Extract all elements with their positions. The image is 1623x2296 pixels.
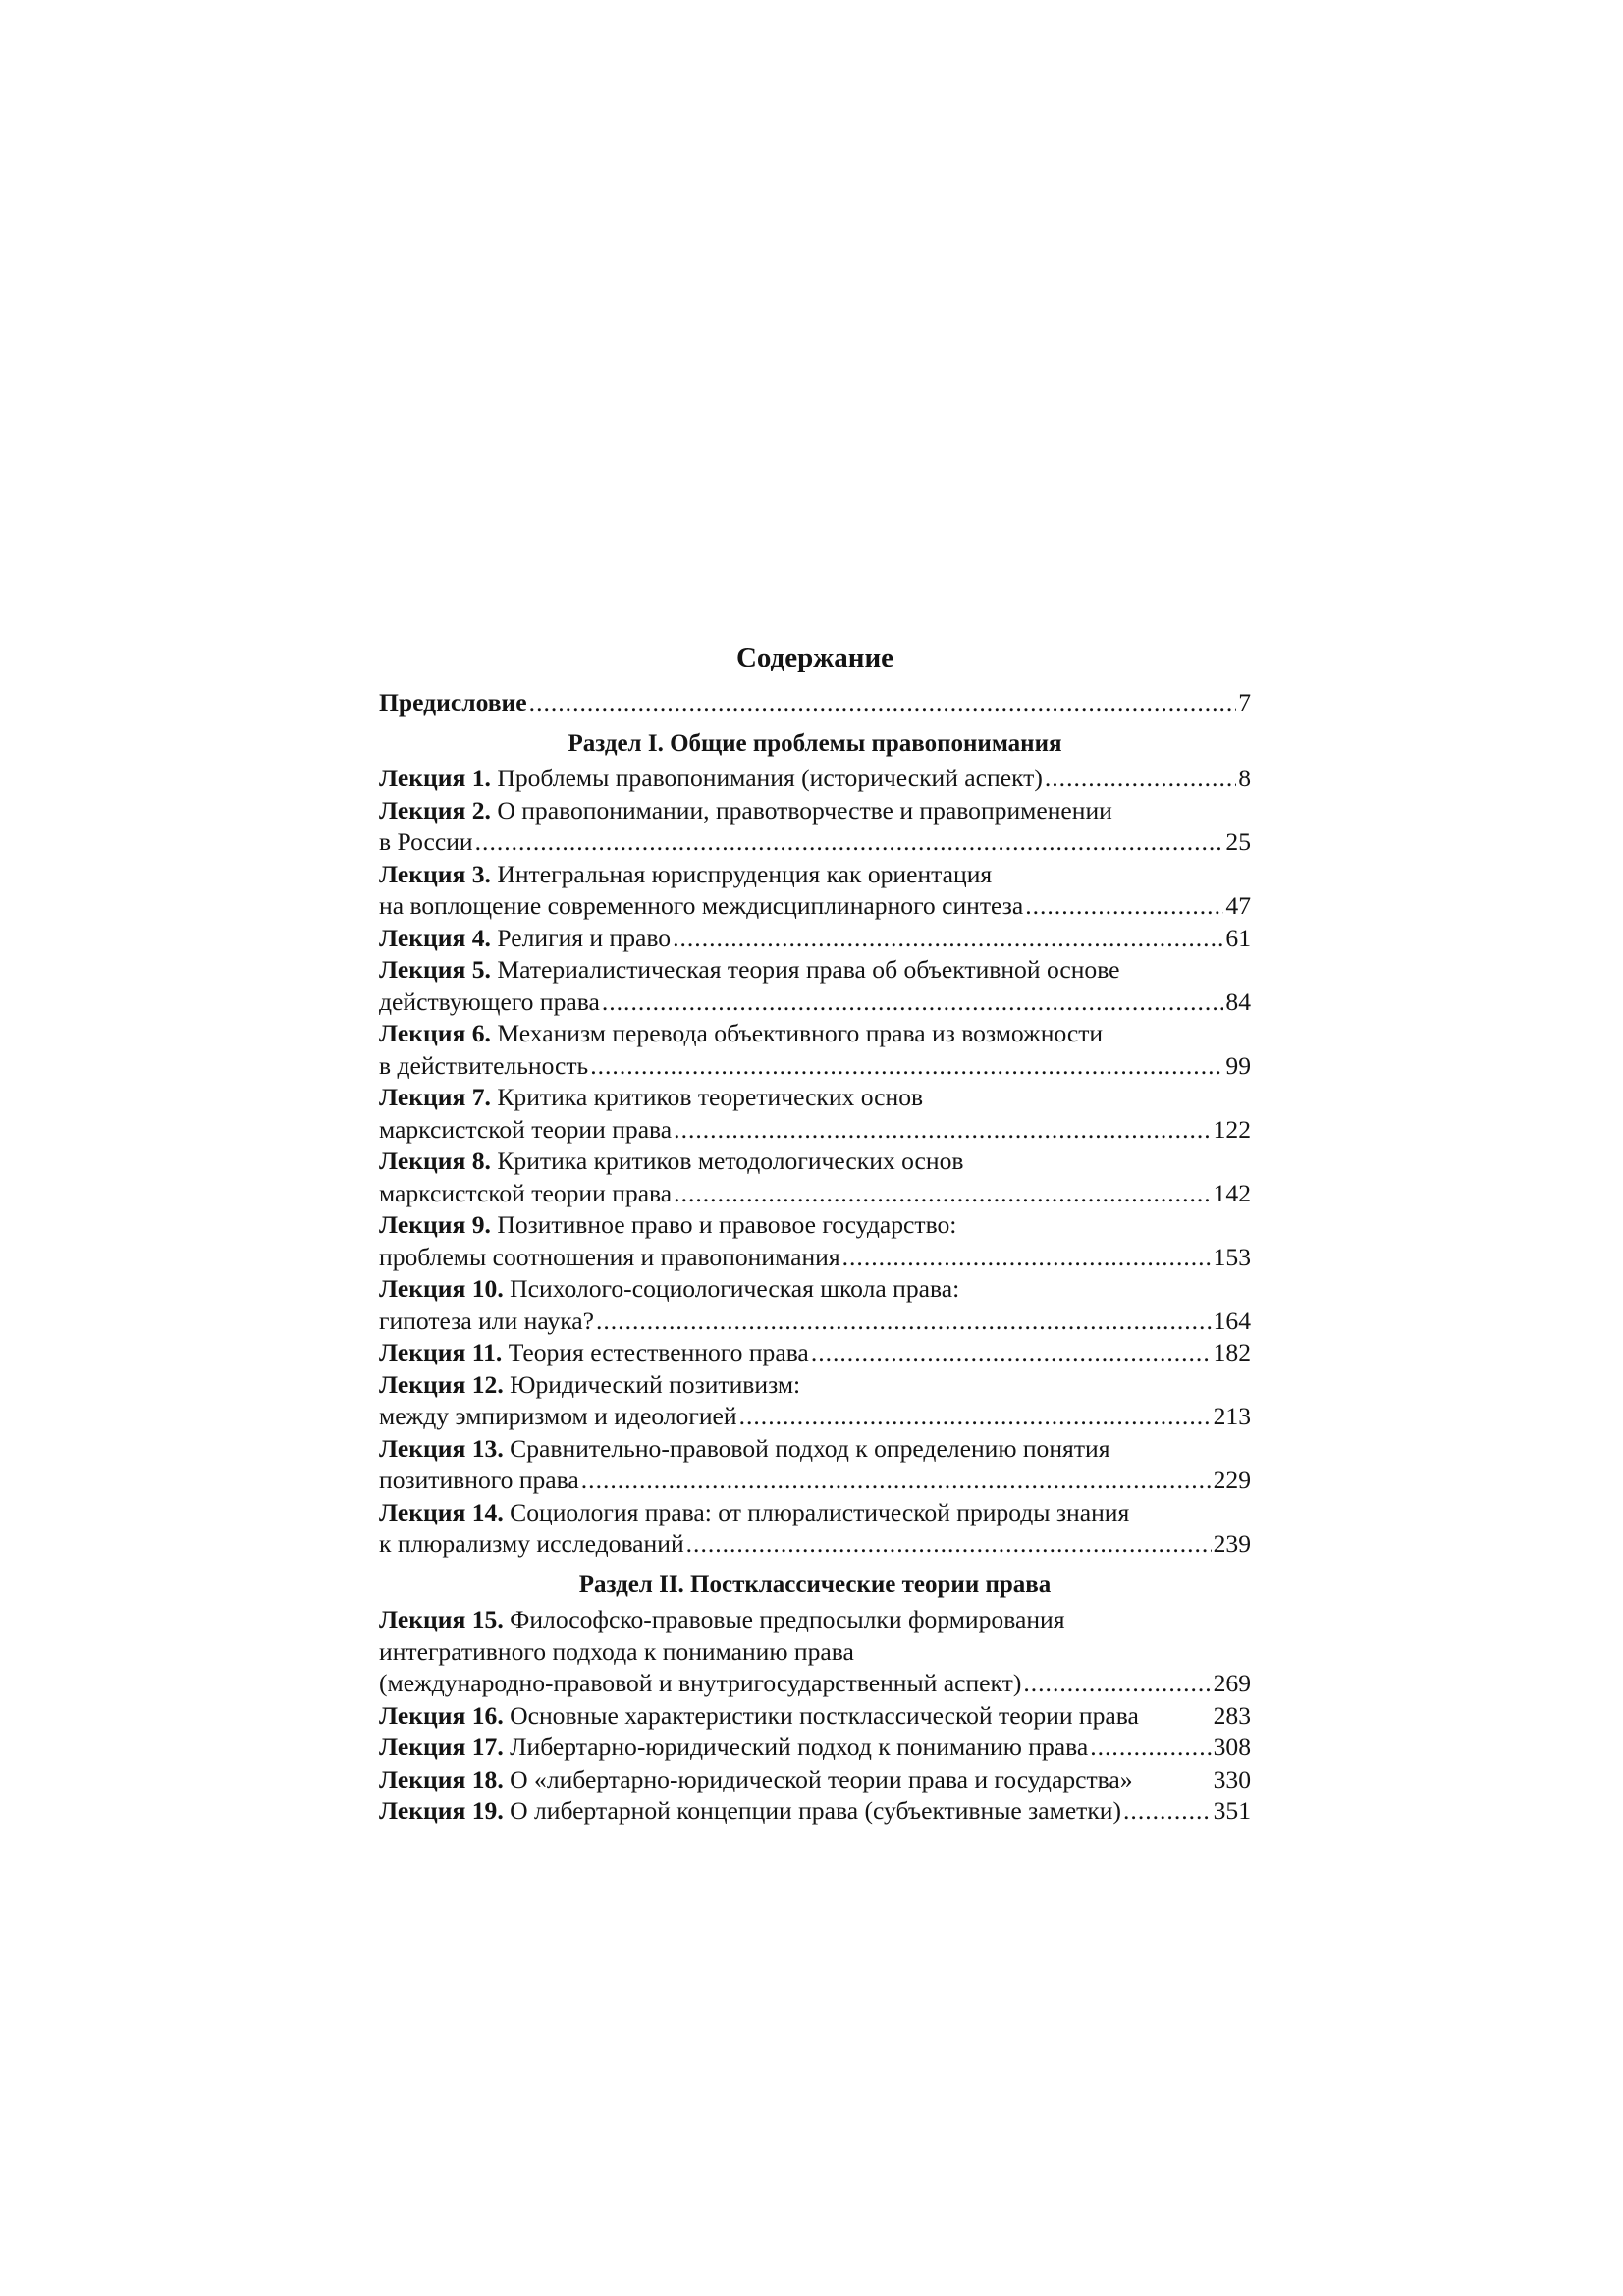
page-number: 7 [1238, 688, 1251, 717]
dot-leader [1045, 763, 1236, 795]
lecture-label: Лекция 16. [379, 1700, 504, 1730]
lecture-label: Лекция 10. [379, 1274, 504, 1303]
dot-leader [686, 1528, 1212, 1561]
lecture-title-line: Психолого-социологическая школа права: [510, 1274, 960, 1303]
toc-line [379, 827, 1251, 859]
section-heading-1: Раздел I. Общие проблемы правопонимания [568, 729, 1062, 757]
lecture-label: Лекция 19. [379, 1796, 504, 1825]
lecture-title-line: О «либертарно-юридической теории права и государства» [510, 1764, 1133, 1793]
lecture-label: Лекция 5. [379, 955, 491, 984]
toc-line [379, 1146, 1251, 1178]
lecture-label: Лекция 9. [379, 1210, 491, 1239]
lecture-label: Лекция 4. [379, 923, 491, 952]
lecture-title-line: интегративного подхода к пониманию права [379, 1636, 854, 1666]
dot-leader [596, 1306, 1212, 1338]
toc-entry [379, 1795, 1251, 1828]
lecture-title-line: Либертарно-юридический подход к пониманию права [510, 1733, 1089, 1761]
lecture-label: Лекция 13. [379, 1433, 504, 1463]
lecture-title-line: Проблемы правопонимания (исторический аспект) [497, 764, 1043, 792]
page-number: 164 [1213, 1306, 1251, 1335]
lecture-label: Лекция 7. [379, 1083, 491, 1111]
page-number: 269 [1213, 1669, 1251, 1697]
dot-leader [1090, 1732, 1211, 1764]
lecture-title-line: позитивного права [379, 1466, 579, 1494]
toc-line [379, 687, 1251, 720]
lecture-title-line: к плюрализму исследований [379, 1529, 684, 1558]
toc-entry-preface [379, 687, 1251, 720]
toc-title: Содержание [735, 642, 894, 673]
toc-entry [379, 1497, 1251, 1561]
toc-line [379, 1795, 1251, 1828]
dot-leader [590, 1050, 1223, 1083]
dot-leader [1123, 1795, 1212, 1828]
toc-line [379, 1764, 1251, 1796]
toc-entry [379, 1018, 1251, 1082]
lecture-title-line: Сравнительно-правовой подход к определению понятия [510, 1433, 1110, 1463]
toc-entry [379, 763, 1251, 795]
toc-line [379, 1401, 1251, 1433]
toc-line [379, 954, 1251, 987]
toc-line [379, 1050, 1251, 1083]
lecture-title-line: Социология права: от плюралистической природы знания [510, 1497, 1130, 1526]
lecture-title-line: Механизм перевода объективного права из возможности [497, 1019, 1104, 1047]
lecture-title-line: гипотеза или наука? [379, 1306, 594, 1335]
lecture-title-line: в действительность [379, 1050, 589, 1080]
lecture-label: Лекция 11. [379, 1338, 503, 1366]
toc-entry [379, 1764, 1251, 1796]
page-number: 142 [1213, 1178, 1251, 1207]
toc-line [379, 1273, 1251, 1306]
toc-entry [379, 954, 1251, 1018]
lecture-title-line: О правопонимании, правотворчестве и правоприменении [497, 795, 1112, 825]
dot-leader [842, 1242, 1212, 1274]
toc-entry [379, 1700, 1251, 1733]
section-2-entries [379, 1604, 1251, 1828]
entry-label: Предисловие [379, 688, 527, 717]
section-heading-2: Раздел II. Постклассические теории права [578, 1571, 1052, 1598]
toc-line [379, 923, 1251, 955]
lecture-title-line: Теория естественного права [508, 1338, 809, 1366]
dot-leader [673, 923, 1223, 955]
toc-line [379, 859, 1251, 891]
dot-leader [581, 1465, 1212, 1497]
toc-line [379, 1700, 1251, 1733]
lecture-title-line: Интегральная юриспруденция как ориентация [497, 859, 993, 888]
toc-entry [379, 1369, 1251, 1433]
dot-leader [739, 1401, 1212, 1433]
page-number: 99 [1225, 1050, 1251, 1080]
toc-entry [379, 1146, 1251, 1209]
lecture-title-line: (международно-правовой и внутригосударственный аспект) [379, 1669, 1022, 1697]
lecture-label: Лекция 6. [379, 1019, 491, 1047]
lecture-label: Лекция 1. [379, 764, 491, 792]
page-number: 330 [1213, 1764, 1251, 1793]
lecture-label: Лекция 17. [379, 1733, 504, 1761]
dot-leader [475, 827, 1224, 859]
lecture-label: Лекция 12. [379, 1369, 504, 1399]
lecture-title-line: действующего права [379, 987, 600, 1016]
toc-entry [379, 1732, 1251, 1764]
toc-line [379, 1242, 1251, 1274]
toc-line [379, 1178, 1251, 1210]
toc-line [379, 1668, 1251, 1700]
toc-line [379, 1433, 1251, 1466]
lecture-title-line: марксистской теории права [379, 1178, 673, 1207]
toc-entry [379, 1209, 1251, 1273]
toc-entry [379, 1082, 1251, 1146]
page-number: 84 [1225, 987, 1251, 1016]
dot-leader [1025, 890, 1223, 923]
page-number: 239 [1213, 1529, 1251, 1558]
lecture-title-line: Материалистическая теория права об объективной основе [497, 955, 1120, 984]
toc-line [379, 1018, 1251, 1050]
lecture-title-line: в России [379, 828, 473, 856]
lecture-title-line: на воплощение современного междисциплинарного синтеза [379, 891, 1024, 920]
page-number: 153 [1213, 1242, 1251, 1271]
toc-line [379, 795, 1251, 828]
dot-leader [811, 1337, 1212, 1369]
toc-line [379, 1497, 1251, 1529]
toc-line [379, 1114, 1251, 1147]
toc-entry [379, 1337, 1251, 1369]
lecture-title-line: Основные характеристики постклассической теории права [510, 1700, 1139, 1730]
table-of-contents [379, 640, 1251, 1828]
page-number: 351 [1213, 1796, 1251, 1825]
toc-line [379, 1636, 1251, 1669]
lecture-title-line: Юридический позитивизм: [510, 1369, 801, 1399]
page-number: 47 [1225, 891, 1251, 920]
toc-line [379, 1369, 1251, 1402]
toc-line [379, 1604, 1251, 1636]
lecture-title-line: проблемы соотношения и правопонимания [379, 1242, 840, 1271]
toc-line [379, 1209, 1251, 1242]
toc-line [379, 987, 1251, 1019]
toc-line [379, 890, 1251, 923]
dot-leader [529, 687, 1237, 720]
lecture-title-line: О либертарной концепции права (субъективные заметки) [510, 1796, 1122, 1825]
page-number: 308 [1213, 1733, 1251, 1761]
toc-entry [379, 1273, 1251, 1337]
toc-line [379, 1528, 1251, 1561]
lecture-title-line: Критика критиков теоретических основ [497, 1083, 924, 1111]
lecture-label: Лекция 3. [379, 859, 491, 888]
lecture-label: Лекция 2. [379, 795, 491, 825]
toc-line [379, 1465, 1251, 1497]
toc-entry [379, 1604, 1251, 1700]
page-number: 8 [1238, 764, 1251, 792]
toc-entry [379, 859, 1251, 923]
page-number: 229 [1213, 1466, 1251, 1494]
lecture-label: Лекция 8. [379, 1147, 491, 1175]
lecture-title-line: Критика критиков методологических основ [497, 1147, 964, 1175]
dot-leader [674, 1178, 1211, 1210]
lecture-title-line: между эмпиризмом и идеологией [379, 1402, 737, 1430]
lecture-title-line: Философско-правовые предпосылки формирования [510, 1605, 1065, 1633]
page-number: 283 [1213, 1700, 1251, 1730]
page-number: 61 [1225, 923, 1251, 952]
lecture-title-line: Религия и право [497, 923, 672, 952]
toc-line [379, 1337, 1251, 1369]
lecture-title-line: Позитивное право и правовое государство: [497, 1210, 957, 1239]
dot-leader [602, 987, 1224, 1019]
page-number: 25 [1225, 828, 1251, 856]
toc-entry [379, 1433, 1251, 1497]
toc-line [379, 1306, 1251, 1338]
page-number: 213 [1213, 1402, 1251, 1430]
toc-entry [379, 795, 1251, 859]
section-1-entries [379, 763, 1251, 1561]
lecture-title-line: марксистской теории права [379, 1114, 673, 1144]
toc-line [379, 1732, 1251, 1764]
dot-leader [1023, 1668, 1211, 1700]
dot-leader [674, 1114, 1211, 1147]
toc-line [379, 1082, 1251, 1114]
lecture-label: Лекция 15. [379, 1605, 504, 1633]
toc-entry [379, 923, 1251, 955]
page-number: 182 [1213, 1338, 1251, 1366]
page-number: 122 [1213, 1114, 1251, 1144]
lecture-label: Лекция 14. [379, 1497, 504, 1526]
toc-line [379, 763, 1251, 795]
lecture-label: Лекция 18. [379, 1764, 504, 1793]
